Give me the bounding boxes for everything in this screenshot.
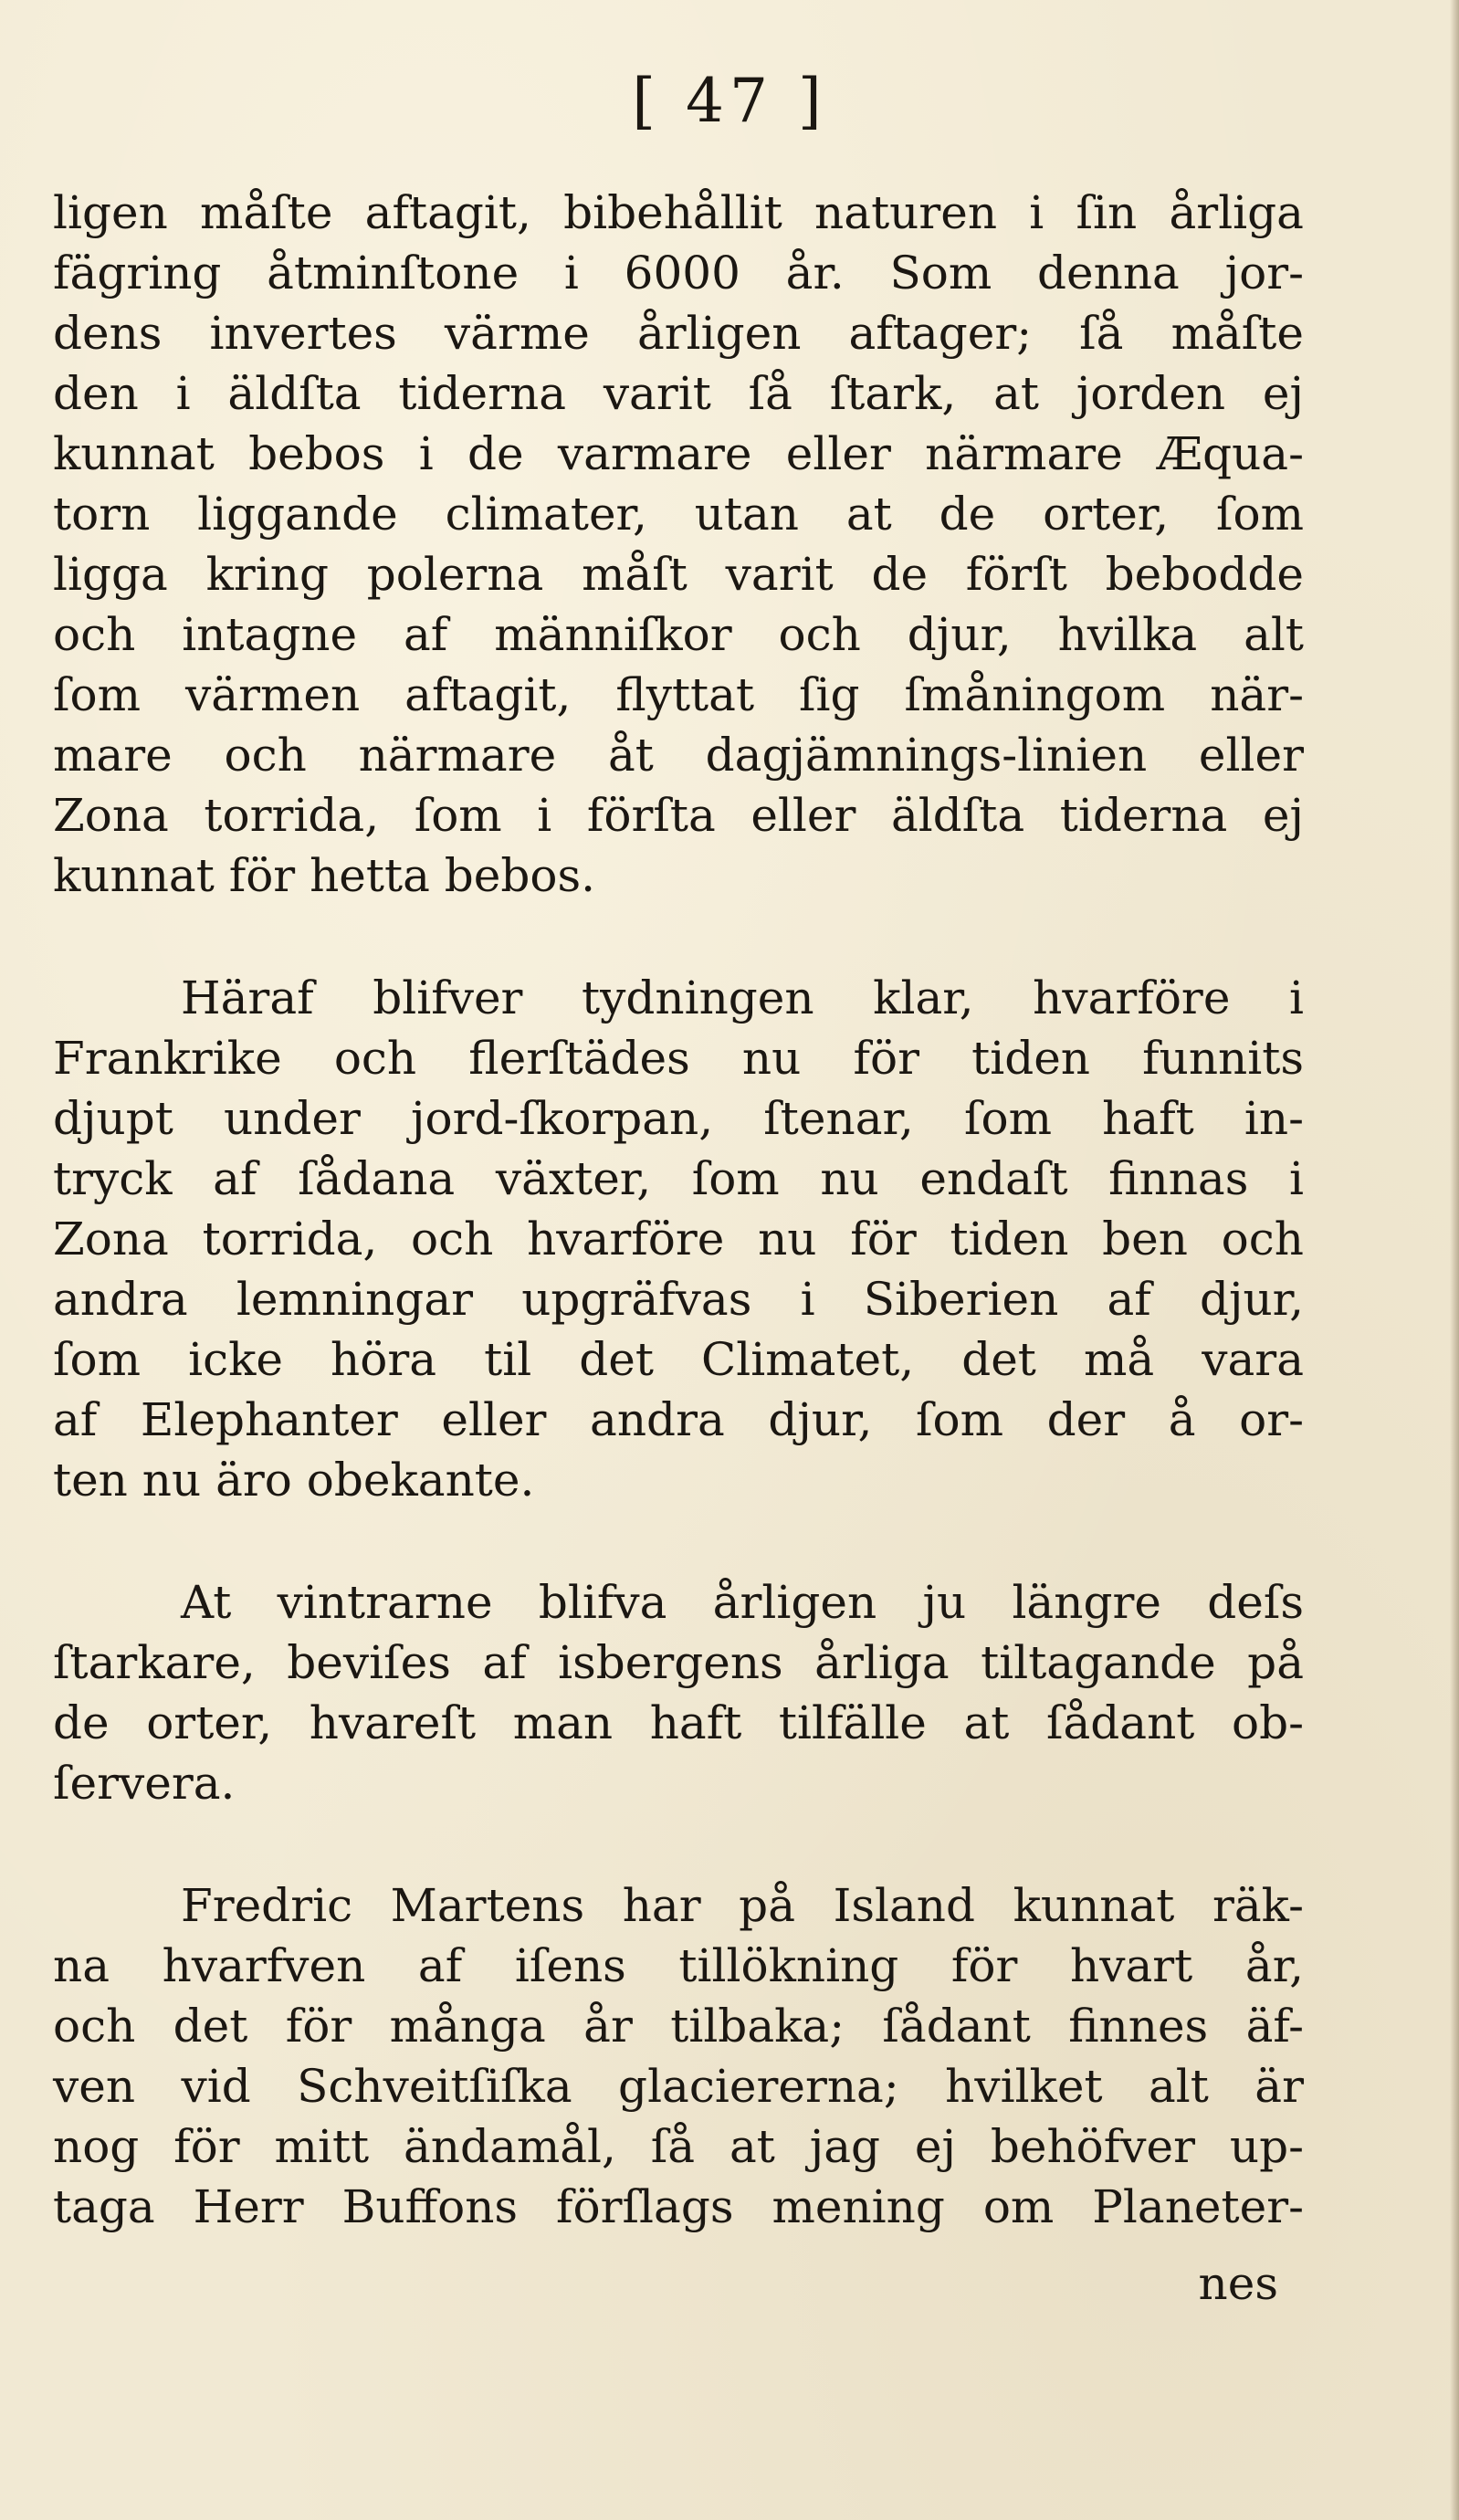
text-line: ten nu äro obekante. [53,1454,535,1507]
body-text [53,183,1304,2299]
text-line: na hvarfven af iſens tillökning för hvart år, [53,1939,1304,1992]
paragraph-4 [53,1875,1304,2237]
text-line: ven vid Schveitſiſka glacierernа; hvilket alt är [53,2060,1304,2113]
text-line: Fredric Martens har på Island kunnat räk- [181,1879,1304,1932]
text-line: Zona torrida, och hvarföre nu för tiden ben och [53,1213,1304,1265]
text-line: ſervera. [53,1757,236,1810]
text-line: ſom icke höra til det Climatet, det må vara [53,1333,1304,1386]
text-line: torn liggande climater, utan at de orter, ſom [53,488,1304,541]
text-line: den i äldſta tiderna varit ſå ſtark, at jorden ej [53,367,1304,420]
text-line: af Elephanter eller andra djur, ſom der å or- [53,1393,1304,1446]
text-line: ſom värmen aftagit, flyttat ſig ſmåningom när- [53,668,1304,721]
paragraph-2 [53,968,1304,1510]
page-number: [ 47 ] [632,66,827,136]
text-line: kunnat för hetta bebos. [53,849,596,902]
text-line: nog för mitt ändamål, ſå at jag ej behöfver up- [53,2120,1304,2173]
text-line: taga Herr Buffons förſlags mening om Planeter- [53,2180,1304,2233]
text-line: mare och närmare åt dagjämnings-linien eller [53,729,1304,782]
paragraph-1 [53,183,1304,906]
page-edge-shadow [1450,0,1459,2520]
text-line: dens invertes värme årligen aftager; ſå måſte [53,307,1304,360]
text-line: de orter, hvareſt man haft tilfälle at ſådant ob- [53,1696,1304,1749]
catchword: nes [1198,2257,1278,2310]
paragraph-3 [53,1572,1304,1813]
text-line: andra lemningar upgräfvas i Siberien af djur, [53,1273,1304,1326]
text-line: ſtarkare, beviſes af isbergens årliga tiltagande på [53,1636,1304,1689]
text-line: Zona torrida, ſom i förſta eller äldſta tiderna ej [53,789,1304,842]
text-line: och intagne af männiſkor och djur, hvilka alt [53,608,1304,661]
text-line: ligen måſte aftagit, bibehållit naturen i ſin årliga [53,186,1304,239]
text-line: och det för många år tilbaka; ſådant finnes äf- [53,2000,1304,2053]
text-line: fägring åtminſtone i 6000 år. Som denna jor- [53,247,1304,299]
text-line: tryck af ſådana växter, ſom nu endaſt finnas i [53,1152,1304,1205]
text-line: kunnat bebos i de varmare eller närmare Æqua- [53,427,1304,480]
text-line: Frankrike och flerſtädes nu för tiden funnits [53,1032,1304,1085]
text-line: Häraf blifver tydningen klar, hvarföre i [181,971,1304,1024]
text-line: djupt under jord-ſkorpan, ſtenar, ſom haft in- [53,1092,1304,1145]
text-line: At vintrarne blifva årligen ju längre deſs [181,1576,1304,1629]
text-line: ligga kring polerna måſt varit de förſt bebodde [53,548,1304,601]
